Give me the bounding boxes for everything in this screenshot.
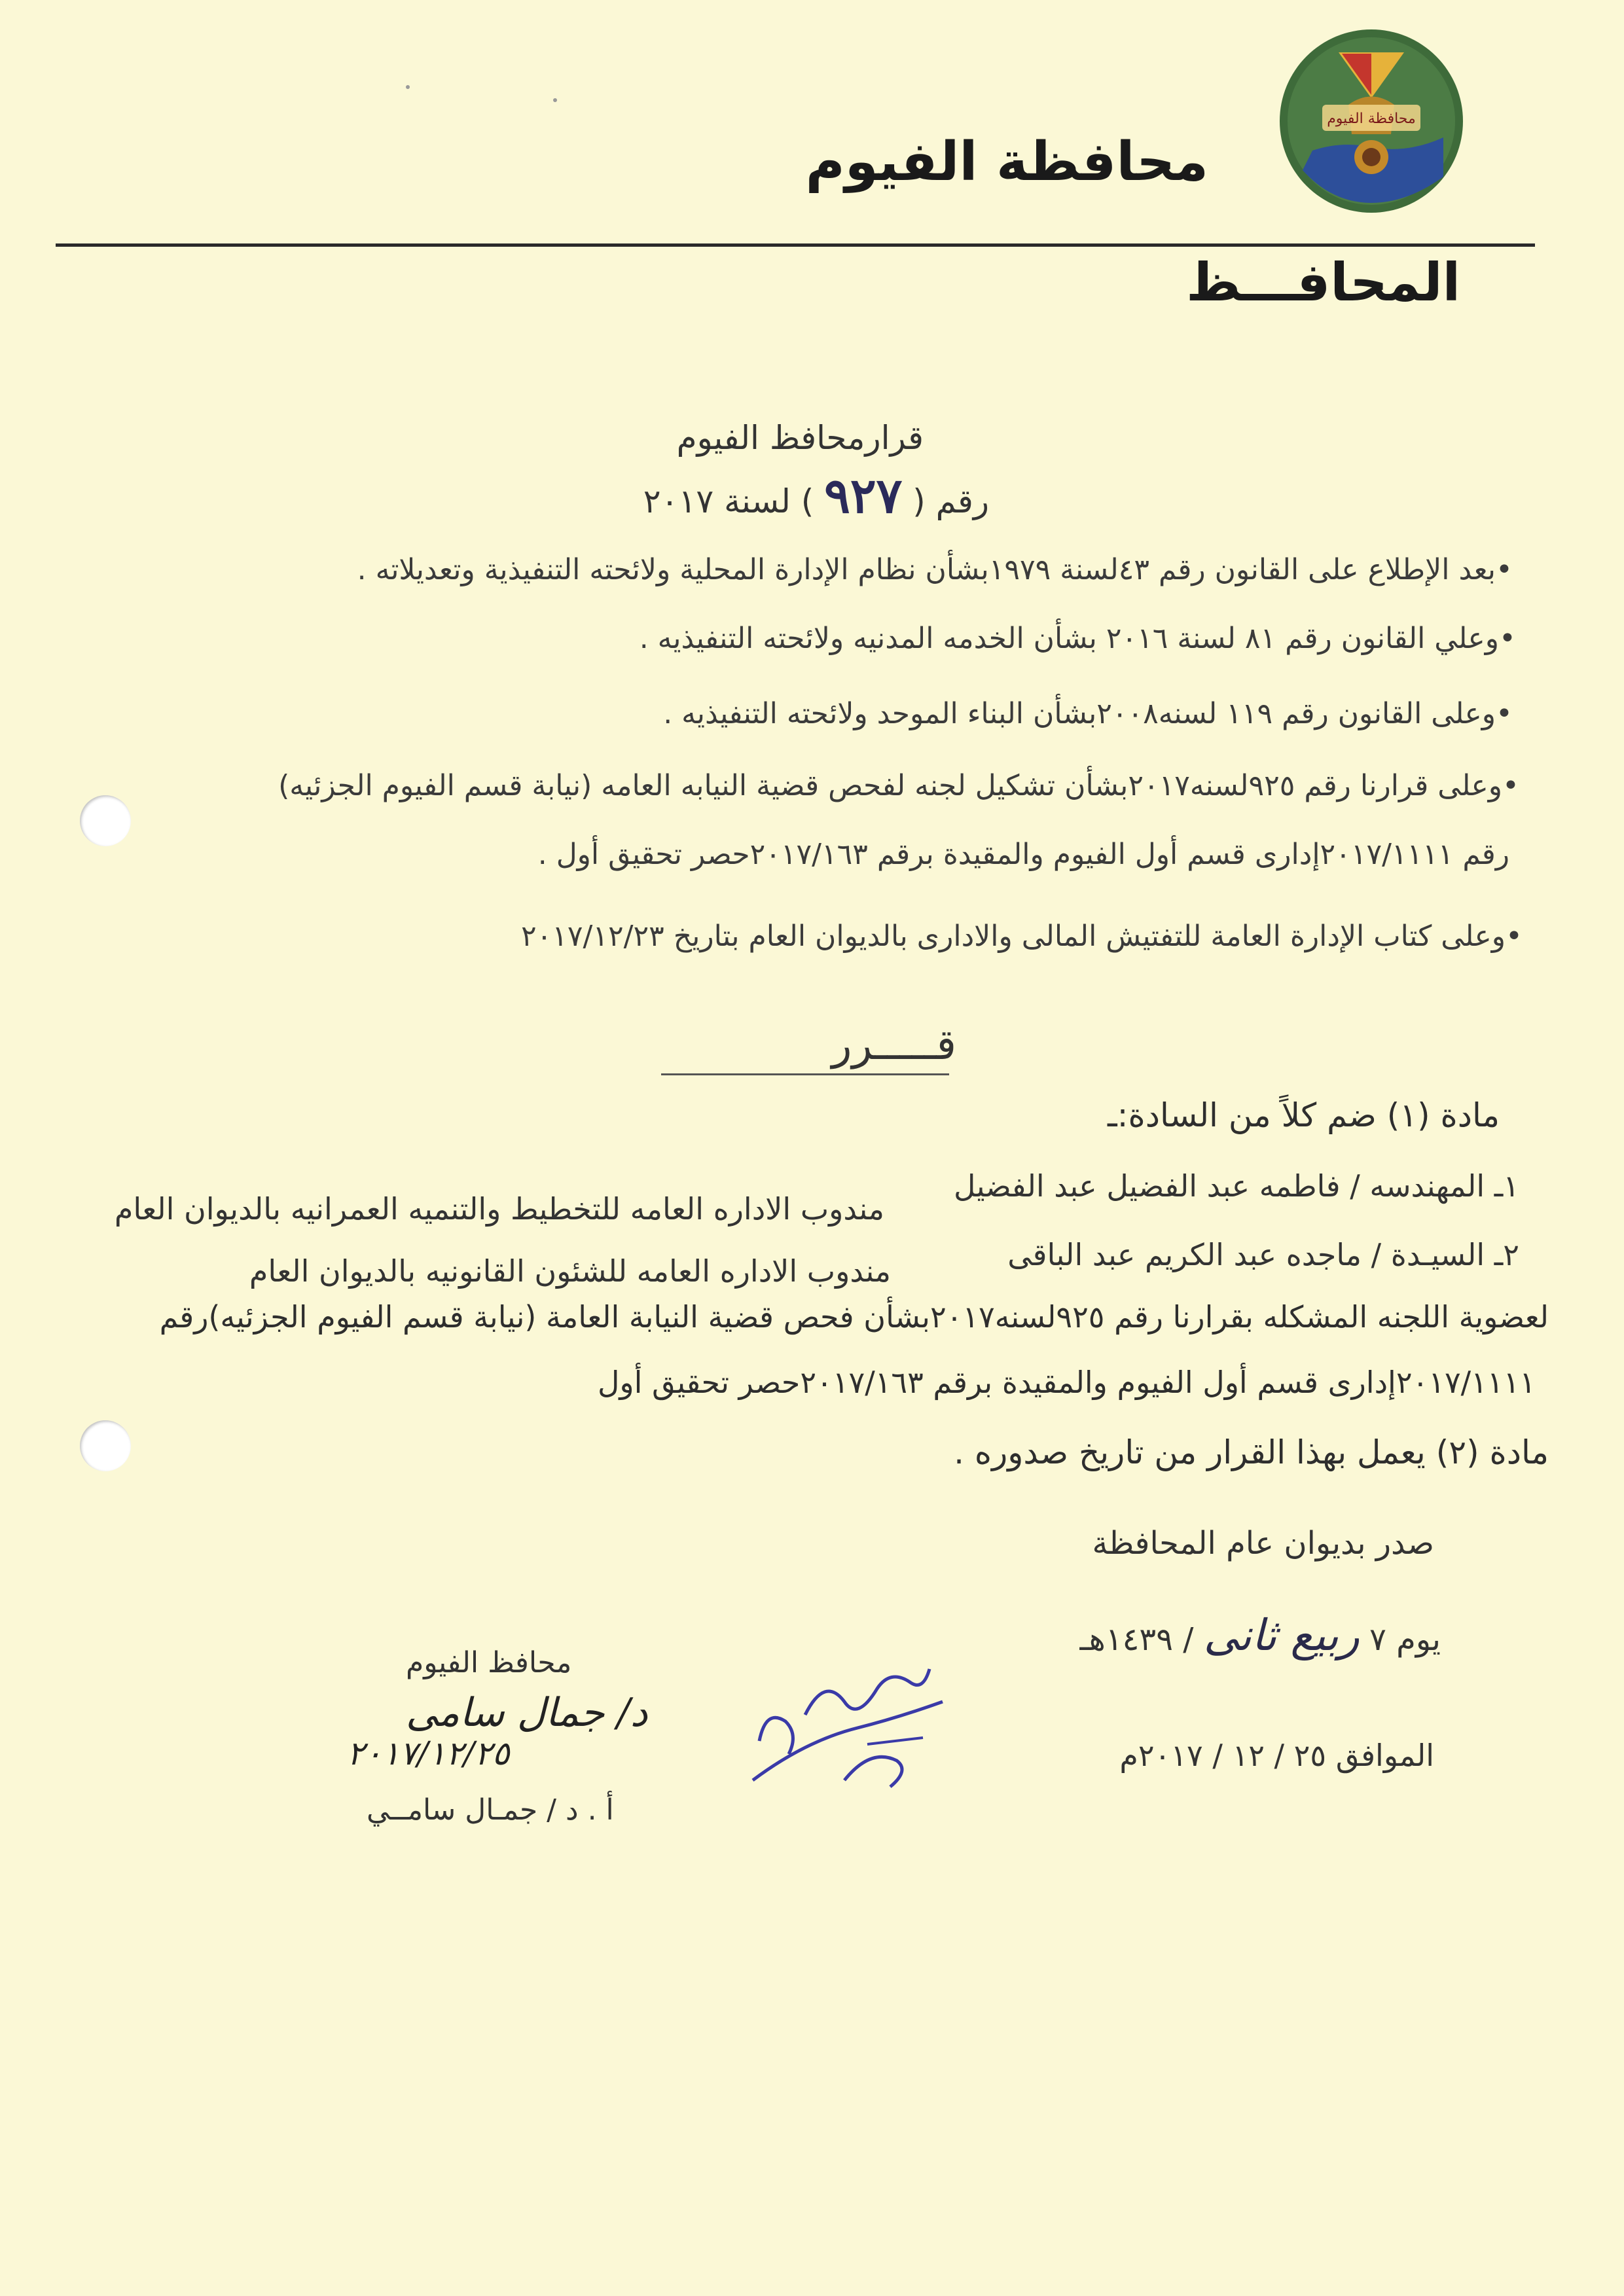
- decision-heading: قـــــرر: [831, 1021, 956, 1069]
- header-divider: [56, 243, 1535, 247]
- office-title: المحافـــظ: [1186, 252, 1460, 313]
- member-role: مندوب الاداره العامه للشئون القانونيه بالديوان العام: [249, 1253, 891, 1289]
- svg-text:محافظة الفيوم: محافظة الفيوم: [1327, 111, 1416, 127]
- hijri-date: [1079, 1610, 1441, 1660]
- punch-hole: [80, 795, 131, 846]
- issued-at: صدر بديوان عام المحافظة: [1092, 1525, 1434, 1562]
- member-name: ٢ـ السيـدة / ماجده عبد الكريم عبد الباقى: [1007, 1237, 1519, 1272]
- preamble-item: •وعلي القانون رقم ٨١ لسنة ٢٠١٦ بشأن الخدمه المدنيه ولائحته التنفيذيه .: [639, 622, 1516, 655]
- decree-title: قرارمحافظ الفيوم: [676, 419, 924, 457]
- hijri-month-handwritten: ربيع ثانى: [1203, 1610, 1360, 1660]
- preamble-item: •وعلى القانون رقم ١١٩ لسنه٢٠٠٨بشأن البناء الموحد ولائحته التنفيذيه .: [663, 697, 1513, 730]
- decree-number-suffix: ) لسنة ٢٠١٧: [643, 482, 814, 520]
- governorate-name: محافظة الفيوم: [805, 131, 1208, 193]
- preamble-item: رقم ٢٠١٧/١١١١إدارى قسم أول الفيوم والمقيدة برقم ٢٠١٧/١٦٣حصر تحقيق أول .: [537, 838, 1509, 871]
- article-1-heading: مادة (١) ضم كلاً من السادة:ـ: [1108, 1096, 1500, 1134]
- blue-signature: [727, 1630, 962, 1813]
- member-role: مندوب الاداره العامه للتخطيط والتنميه العمرانيه بالديوان العام: [114, 1191, 884, 1227]
- scan-speck: [553, 98, 557, 102]
- article-2: مادة (٢) يعمل بهذا القرار من تاريخ صدوره .: [954, 1433, 1549, 1471]
- signatory-handwritten-date: ٢٠١٧/١٢/٢٥: [347, 1734, 510, 1772]
- hijri-date-prefix: يوم ٧: [1369, 1621, 1441, 1658]
- member-name: ١ـ المهندسه / فاطمه عبد الفضيل عبد الفضيل: [953, 1168, 1519, 1204]
- decision-heading-underline: [661, 1073, 949, 1075]
- decree-number-prefix: رقم (: [912, 482, 989, 520]
- decree-number: [643, 468, 989, 524]
- preamble-item: •وعلى قرارنا رقم ٩٢٥لسنه٢٠١٧بشأن تشكيل لجنه لفحص قضية النيابه العامه (نيابة قسم الفيوم الجزئيه): [278, 769, 1519, 802]
- preamble-item: •وعلى كتاب الإدارة العامة للتفتيش المالى والادارى بالديوان العام بتاريخ ٢٠١٧/١٢/٢٣: [521, 920, 1523, 953]
- signatory-title: محافظ الفيوم: [406, 1646, 572, 1679]
- gregorian-date: الموافق ٢٥ / ١٢ / ٢٠١٧م: [1119, 1738, 1434, 1773]
- fayoum-governorate-logo: [1276, 26, 1466, 216]
- punch-hole: [80, 1420, 131, 1471]
- scan-speck: [406, 85, 410, 89]
- hijri-date-suffix: / ١٤٣٩هـ: [1079, 1621, 1194, 1658]
- membership-text: ٢٠١٧/١١١١إدارى قسم أول الفيوم والمقيدة برقم ٢٠١٧/١٦٣حصر تحقيق أول: [597, 1365, 1536, 1400]
- decree-number-handwritten: ٩٢٧: [824, 468, 903, 524]
- signatory-printed-name: أ . د / جمـال سامــي: [367, 1793, 614, 1827]
- membership-text: لعضوية اللجنه المشكله بقرارنا رقم ٩٢٥لسنه٢٠١٧بشأن فحص قضية النيابة العامة (نيابة قسم الفيوم الجزئيه)رقم: [159, 1299, 1549, 1335]
- preamble-item: •بعد الإطلاع على القانون رقم ٤٣لسنة ١٩٧٩بشأن نظام الإدارة المحلية ولائحته التنفيذية وتعديلاته .: [357, 553, 1513, 586]
- signatory-handwritten-name: د/ جمال سامى: [406, 1690, 648, 1736]
